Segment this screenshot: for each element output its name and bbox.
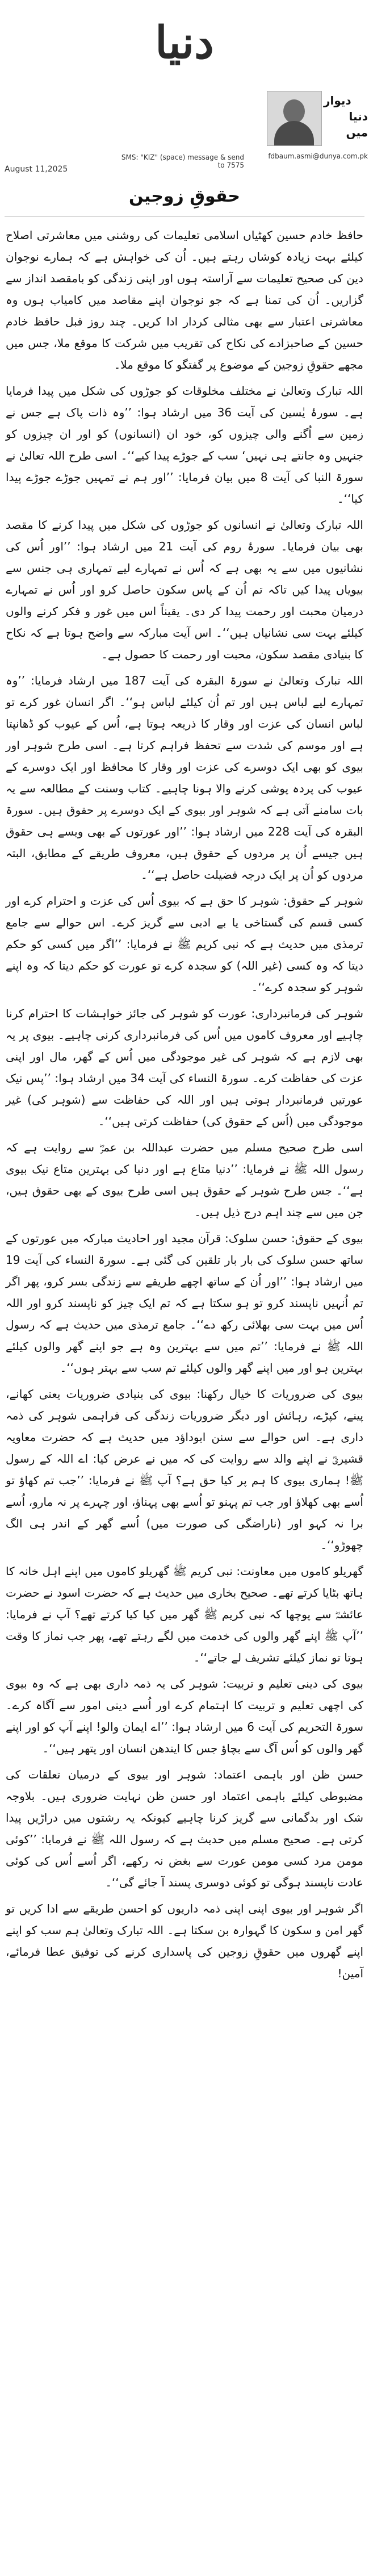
avatar-body <box>274 121 314 145</box>
article-paragraph: بیوی کے حقوق: حسن سلوک: قرآن مجید اور احادیث مبارکہ میں عورتوں کے ساتھ حسن سلوک کی بار بار تلقین کی گئی ہے۔ سورۃ النساء کی آیت 19 میں ارشاد ہوا: ’’اور اُن کے ساتھ اچھے طریقے سے زندگی بسر کرو، پھر اگر تم اُنہیں ناپسند کرو تو ہو سکتا ہے کہ تم ایک چیز کو ناپسند کرو اور اللہ اُس میں بہت سی بھلائی رکھ دے‘‘۔ جامع ترمذی میں حدیث ہے کہ رسول اللہ ﷺ نے فرمایا: ’’تم میں سے بہترین وہ ہے جو اپنے گھر والوں کیلئے بہترین ہو اور میں اپنے گھر والوں کیلئے تم سب سے بہتر ہوں‘‘۔ <box>6 1231 363 1375</box>
column-name-line1: دیوار <box>324 94 351 107</box>
article-body <box>6 224 363 2565</box>
sms-info: SMS: "KIZ" (space) message & send to 7575 <box>121 153 244 169</box>
article-paragraph: شوہر کے حقوق: شوہر کا حق ہے کہ بیوی اُس کی عزت و احترام کرے اور کسی قسم کی گستاخی یا بے ادبی سے گریز کرے۔ اس حوالے سے جامع ترمذی میں حدیث ہے کہ نبی کریم ﷺ نے فرمایا: ’’اگر میں کسی کو حکم دیتا کہ وہ کسی (غیر اللہ) کو سجدہ کرے تو عورت کو حکم دیتا کہ وہ اپنے شوہر کو سجدہ کرے‘‘۔ <box>6 894 363 994</box>
article-paragraph: بیوی کی دینی تعلیم و تربیت: شوہر کی یہ ذمہ داری بھی ہے کہ وہ بیوی کی اچھی تعلیم و تربیت کا اہتمام کرے اور اُسے دینی امور سے آگاہ کرے۔ سورۃ التحریم کی آیت 6 میں ارشاد ہوا: ’’اے ایمان والو! اپنے آپ کو اور اپنے گھر والوں کو اُس آگ سے بچاؤ جس کا ایندھن انسان اور پتھر ہیں‘‘۔ <box>6 1677 364 1755</box>
column-name <box>324 85 368 148</box>
author-email[interactable]: fdbaum.asmi@dunya.com.pk <box>268 152 368 160</box>
column-name-line2: دنیا میں <box>346 110 368 139</box>
avatar-head <box>283 99 305 123</box>
author-photo <box>267 91 322 146</box>
article-paragraph: اللہ تبارک وتعالیٰ نے مختلف مخلوقات کو جوڑوں کی شکل میں پیدا فرمایا ہے۔ سورۂ یٰسین کی آیت 36 میں ارشاد ہوا: ’’وہ ذات پاک ہے جس نے زمین سے اُگنے والی چیزوں کو، خود ان (انسانوں) کو اور ان چیزوں کو جنہیں وہ جانتے ہی نہیں‘ سب کے جوڑے پیدا کیے‘‘۔ اسی طرح اللہ تعالیٰ نے سورۃ النبا کی آیت 8 میں بیان فرمایا: ’’اور ہم نے تمہیں جوڑے جوڑے پیدا کیا‘‘۔ <box>6 384 364 506</box>
logo-text: دنیا <box>155 16 214 69</box>
article-paragraph: اللہ تبارک وتعالیٰ نے سورۃ البقرہ کی آیت 187 میں ارشاد فرمایا: ’’وہ تمہارے لیے لباس ہیں اور تم اُن کیلئے لباس ہو‘‘۔ اگر انسان غور کرے تو لباس انسان کی عزت اور وقار کا ذریعہ ہوتا ہے، اُس کے عیوب کو ڈھانپتا ہے اور موسم کی شدت سے تحفظ فراہم کرتا ہے۔ اسی طرح شوہر اور بیوی کو بھی ایک دوسرے کی عزت اور وقار کا محافظ اور ایک دوسرے کے عیوب کی پردہ پوشی کرنے والا ہونا چاہیے۔ کتاب وسنت کے مطالعہ سے یہ بات سامنے آتی ہے کہ شوہر اور بیوی کے ایک دوسرے پر حقوق ہیں۔ سورۃ البقرہ کی آیت 228 میں ارشاد ہوا: ’’اور عورتوں کے بھی ویسے ہی حقوق ہیں جیسے اُن پر مردوں کے حقوق ہیں، معروف طریقے کے مطابق، البتہ مردوں کو اُن پر ایک درجہ فضیلت حاصل ہے‘‘۔ <box>6 674 363 882</box>
publish-date: August 11,2025 <box>5 165 68 174</box>
article-paragraph: اسی طرح صحیح مسلم میں حضرت عبداللہ بن عمرؓ سے روایت ہے کہ رسول اللہ ﷺ نے فرمایا: ’’دنیا متاع ہے اور دنیا کی بہترین متاع نیک بیوی ہے‘‘۔ جس طرح شوہر کے حقوق ہیں اسی طرح بیوی کے بھی حقوق ہیں، جن میں سے چند اہم درج ذیل ہیں۔ <box>6 1141 363 1219</box>
article-title: حقوقِ زوجین <box>128 186 241 206</box>
article-paragraph: گھریلو کاموں میں معاونت: نبی کریم ﷺ گھریلو کاموں میں اپنے اہل خانہ کا ہاتھ بٹایا کرتے تھے۔ صحیح بخاری میں حدیث ہے کہ حضرت اسود نے حضرت عائشہؓ سے پوچھا کہ نبی کریم ﷺ گھر میں کیا کیا کرتے تھے؟ آپ نے فرمایا: ’’آپ ﷺ اپنے گھر والوں کی خدمت میں لگے رہتے تھے، پھر جب نماز کا وقت ہوتا تو نماز کیلئے تشریف لے جاتے‘‘۔ <box>6 1564 363 1664</box>
article-paragraph: اللہ تبارک وتعالیٰ نے انسانوں کو جوڑوں کی شکل میں پیدا کرنے کا مقصد بھی بیان فرمایا۔ سورۂ روم کی آیت 21 میں ارشاد ہوا: ’’اور اُس کی نشانیوں میں سے یہ بھی ہے کہ اُس نے تمہارے لیے تمہاری ہی جنس سے بیویاں پیدا کیں تاکہ تم اُن کے پاس سکون حاصل کرو اور اُس نے تمہارے درمیان محبت اور رحمت پیدا کر دی۔ یقیناً اس میں غور و فکر کرنے والوں کیلئے بہت سی نشانیاں ہیں‘‘۔ اس آیت مبارکہ سے واضح ہوتا ہے کہ نکاح کا بنیادی مقصد سکون، محبت اور رحمت کا حصول ہے۔ <box>6 518 363 661</box>
article-paragraph: حافظ خادم حسین کھٹیاں اسلامی تعلیمات کی روشنی میں معاشرتی اصلاح کیلئے بہت زیادہ کوشاں رہتے ہیں۔ اُن کی خواہش ہے کہ ہمارے نوجوان دین کی صحیح تعلیمات سے آراستہ ہوں اور اپنی زندگی کو بامقصد انداز سے گزاریں۔ اُن کی تمنا ہے کہ جو نوجوان اپنے مقاصد میں کامیاب ہوں وہ معاشرتی اعتبار سے بھی مثالی کردار ادا کریں۔ چند روز قبل حافظ خادم حسین کے صاحبزادے کی نکاح کی تقریب میں شرکت کا موقع ملا، جس میں مجھے حقوقِ زوجین کے موضوع پر گفتگو کا موقع ملا۔ <box>6 228 363 371</box>
article-paragraph: حسن ظن اور باہمی اعتماد: شوہر اور بیوی کے درمیان تعلقات کی مضبوطی کیلئے باہمی اعتماد اور حسن ظن نہایت ضروری ہیں۔ بلاوجہ شک اور بدگمانی سے گریز کرنا چاہیے کیونکہ یہ رشتوں میں دراڑیں پیدا کرتی ہے۔ صحیح مسلم میں حدیث ہے کہ رسول اللہ ﷺ نے فرمایا: ’’کوئی مومن مرد کسی مومن عورت سے بغض نہ رکھے، اگر اُسے اُس کی کوئی عادت ناپسند ہوگی تو کوئی دوسری پسند آ جائے گی‘‘۔ <box>6 1768 363 1889</box>
article-paragraph: شوہر کی فرمانبرداری: عورت کو شوہر کی جائز خواہشات کا احترام کرنا چاہیے اور معروف کاموں میں اُس کی فرمانبرداری کرنی چاہیے۔ بیوی پر یہ بھی لازم ہے کہ شوہر کی غیر موجودگی میں اُس کے گھر، مال اور اپنی عزت کی حفاظت کرے۔ سورۃ النساء کی آیت 34 میں ارشاد ہوا: ’’پس نیک عورتیں فرمانبردار ہوتی ہیں اور اللہ کی حفاظت سے (شوہر کی) غیر موجودگی میں (اُس کے حقوق کی) حفاظت کرتی ہیں‘‘۔ <box>6 1007 364 1128</box>
column-header <box>0 0 369 174</box>
newspaper-logo <box>122 6 247 80</box>
article-paragraph: بیوی کی ضروریات کا خیال رکھنا: بیوی کی بنیادی ضروریات یعنی کھانے، پینے، کپڑے، رہائش اور دیگر ضروریات زندگی کی فراہمی شوہر کی ذمہ داری ہے۔ اس حوالے سے سنن ابوداؤد میں حدیث ہے کہ حضرت معاویہ قشیریؓ نے اپنے والد سے روایت کی کہ میں نے عرض کیا: اے اللہ کے رسول ﷺ! ہماری بیوی کا ہم پر کیا حق ہے؟ آپ ﷺ نے فرمایا: ’’جب تم کھاؤ تو اُسے بھی کھلاؤ اور جب تم پہنو تو اُسے بھی پہناؤ، اور چہرے پر نہ مارو، اُسے برا نہ کہو اور (ناراضگی کی صورت میں) اُسے گھر کے اندر ہی الگ چھوڑو‘‘۔ <box>6 1387 363 1552</box>
article-paragraph: اگر شوہر اور بیوی اپنی اپنی ذمہ داریوں کو احسن طریقے سے ادا کریں تو گھر امن و سکون کا گہوارہ بن سکتا ہے۔ اللہ تبارک وتعالیٰ ہم سب کو اپنے اپنے گھروں میں حقوقِ زوجین کی پاسداری کرنے کی توفیق عطا فرمائے، آمین! <box>6 1902 363 1980</box>
